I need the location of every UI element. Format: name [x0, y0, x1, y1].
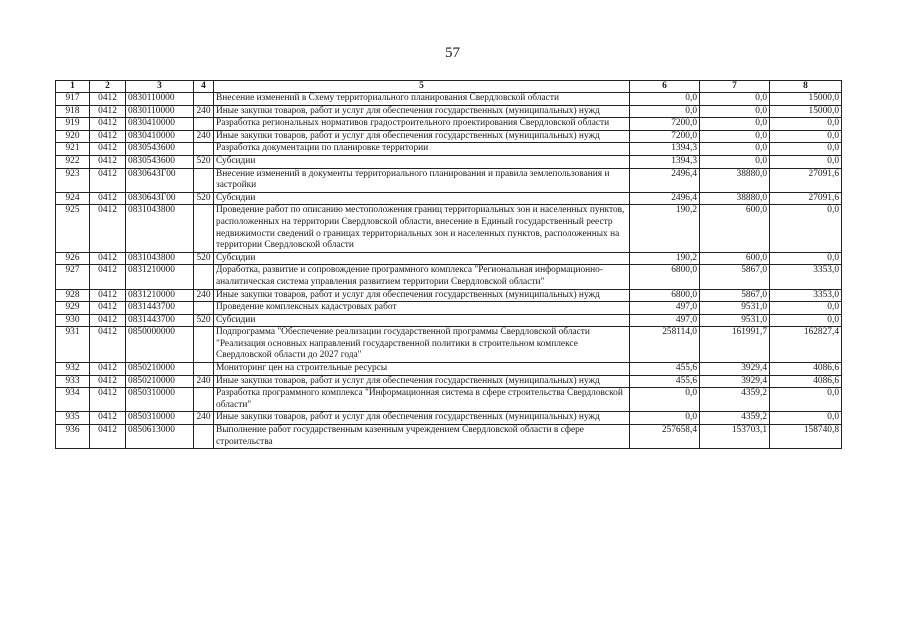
expense-type-code: [194, 363, 214, 376]
expense-type-code: [194, 388, 214, 412]
section-code: 0412: [90, 130, 126, 143]
row-number: 918: [56, 105, 90, 118]
section-code: 0412: [90, 327, 126, 363]
amount-col-6: 190,2: [630, 205, 700, 252]
amount-col-6: 1394,3: [630, 143, 700, 156]
amount-col-8: 4086,6: [770, 363, 842, 376]
expense-type-code: [194, 265, 214, 289]
item-name: Иные закупки товаров, работ и услуг для обеспечения государственных (муниципальных) нужд: [214, 375, 630, 388]
row-number: 929: [56, 302, 90, 315]
target-article-code: 0850613000: [126, 425, 194, 449]
amount-col-7: 0,0: [700, 105, 770, 118]
amount-col-6: 1394,3: [630, 155, 700, 168]
row-number: 925: [56, 205, 90, 252]
row-number: 935: [56, 412, 90, 425]
item-name: Разработка региональных нормативов градостроительного проектирования Свердловской области: [214, 118, 630, 131]
item-name: Разработка программного комплекса "Информационная система в сфере строительства Свердловской области": [214, 388, 630, 412]
header-cell: 1: [56, 81, 90, 93]
item-name: Проведение работ по описанию местоположения границ территориальных зон и населенных пунктов, расположенных на территории Свердловской области, внесение в Единый государственный реестр недвижимости сведений о границах территориальных зон и населенных пунктов, расположенных на территории Свердловской области: [214, 205, 630, 252]
amount-col-8: 0,0: [770, 205, 842, 252]
item-name: Субсидии: [214, 155, 630, 168]
target-article-code: 0831210000: [126, 289, 194, 302]
amount-col-6: 2496,4: [630, 168, 700, 192]
item-name: Иные закупки товаров, работ и услуг для обеспечения государственных (муниципальных) нужд: [214, 412, 630, 425]
target-article-code: 0830110000: [126, 93, 194, 106]
section-code: 0412: [90, 265, 126, 289]
target-article-code: 0830543600: [126, 155, 194, 168]
amount-col-6: 0,0: [630, 105, 700, 118]
amount-col-6: 0,0: [630, 412, 700, 425]
row-number: 922: [56, 155, 90, 168]
table-row: [56, 327, 842, 363]
amount-col-8: 3353,0: [770, 265, 842, 289]
section-code: 0412: [90, 388, 126, 412]
header-cell: 5: [214, 81, 630, 93]
amount-col-7: 9531,0: [700, 302, 770, 315]
expense-type-code: 240: [194, 289, 214, 302]
target-article-code: 0830543600: [126, 143, 194, 156]
target-article-code: 0850310000: [126, 412, 194, 425]
amount-col-7: 600,0: [700, 252, 770, 265]
target-article-code: 0830410000: [126, 118, 194, 131]
expense-type-code: 240: [194, 130, 214, 143]
expense-type-code: 520: [194, 252, 214, 265]
amount-col-7: 161991,7: [700, 327, 770, 363]
item-name: Доработка, развитие и сопровождение программного комплекса "Региональная информационно-аналитическая система управления развитием территории Свердловской области": [214, 265, 630, 289]
section-code: 0412: [90, 143, 126, 156]
amount-col-6: 455,6: [630, 363, 700, 376]
amount-col-6: 455,6: [630, 375, 700, 388]
table-row: [56, 93, 842, 106]
item-name: Иные закупки товаров, работ и услуг для обеспечения государственных (муниципальных) нужд: [214, 130, 630, 143]
target-article-code: 0831043800: [126, 205, 194, 252]
amount-col-7: 0,0: [700, 155, 770, 168]
section-code: 0412: [90, 155, 126, 168]
expense-type-code: [194, 93, 214, 106]
table-row: [56, 425, 842, 449]
amount-col-8: 4086,6: [770, 375, 842, 388]
table-body: [56, 93, 842, 449]
item-name: Иные закупки товаров, работ и услуг для обеспечения государственных (муниципальных) нужд: [214, 289, 630, 302]
amount-col-7: 0,0: [700, 130, 770, 143]
row-number: 917: [56, 93, 90, 106]
table-row: [56, 265, 842, 289]
expense-type-code: 520: [194, 192, 214, 205]
row-number: 921: [56, 143, 90, 156]
target-article-code: 0850210000: [126, 363, 194, 376]
amount-col-7: 3929,4: [700, 363, 770, 376]
table-row: [56, 375, 842, 388]
row-number: 927: [56, 265, 90, 289]
item-name: Внесение изменений в документы территориального планирования и правила землепользования и застройки: [214, 168, 630, 192]
amount-col-8: 0,0: [770, 388, 842, 412]
amount-col-7: 0,0: [700, 118, 770, 131]
amount-col-8: 15000,0: [770, 105, 842, 118]
table-row: [56, 105, 842, 118]
table-row: [56, 289, 842, 302]
amount-col-6: 6800,0: [630, 265, 700, 289]
expense-type-code: [194, 327, 214, 363]
amount-col-7: 600,0: [700, 205, 770, 252]
row-number: 920: [56, 130, 90, 143]
expense-type-code: [194, 118, 214, 131]
table-row: [56, 302, 842, 315]
section-code: 0412: [90, 192, 126, 205]
section-code: 0412: [90, 363, 126, 376]
row-number: 932: [56, 363, 90, 376]
table-row: [56, 130, 842, 143]
expense-type-code: [194, 425, 214, 449]
target-article-code: 0831210000: [126, 265, 194, 289]
item-name: Субсидии: [214, 314, 630, 327]
row-number: 926: [56, 252, 90, 265]
row-number: 928: [56, 289, 90, 302]
amount-col-8: 15000,0: [770, 93, 842, 106]
amount-col-7: 9531,0: [700, 314, 770, 327]
budget-table: [55, 80, 842, 449]
target-article-code: 0831443700: [126, 314, 194, 327]
item-name: Разработка документации по планировке территории: [214, 143, 630, 156]
amount-col-7: 4359,2: [700, 412, 770, 425]
amount-col-7: 3929,4: [700, 375, 770, 388]
table-row: [56, 168, 842, 192]
row-number: 933: [56, 375, 90, 388]
amount-col-6: 2496,4: [630, 192, 700, 205]
amount-col-8: 0,0: [770, 118, 842, 131]
amount-col-7: 0,0: [700, 93, 770, 106]
section-code: 0412: [90, 168, 126, 192]
amount-col-7: 38880,0: [700, 192, 770, 205]
amount-col-6: 497,0: [630, 302, 700, 315]
amount-col-8: 0,0: [770, 314, 842, 327]
row-number: 919: [56, 118, 90, 131]
amount-col-8: 0,0: [770, 252, 842, 265]
expense-type-code: 520: [194, 155, 214, 168]
amount-col-6: 497,0: [630, 314, 700, 327]
target-article-code: 0850210000: [126, 375, 194, 388]
table-row: [56, 143, 842, 156]
table-row: [56, 363, 842, 376]
amount-col-6: 0,0: [630, 93, 700, 106]
target-article-code: 0850000000: [126, 327, 194, 363]
amount-col-7: 153703,1: [700, 425, 770, 449]
amount-col-8: 27091,6: [770, 192, 842, 205]
section-code: 0412: [90, 205, 126, 252]
amount-col-7: 5867,0: [700, 289, 770, 302]
row-number: 924: [56, 192, 90, 205]
target-article-code: 0830110000: [126, 105, 194, 118]
table-row: [56, 192, 842, 205]
section-code: 0412: [90, 314, 126, 327]
item-name: Внесение изменений в Схему территориального планирования Свердловской области: [214, 93, 630, 106]
item-name: Проведение комплексных кадастровых работ: [214, 302, 630, 315]
table-row: [56, 118, 842, 131]
table-row: [56, 314, 842, 327]
expense-type-code: 240: [194, 412, 214, 425]
target-article-code: 083064ЗГ00: [126, 192, 194, 205]
amount-col-6: 258114,0: [630, 327, 700, 363]
expense-type-code: [194, 205, 214, 252]
table-row: [56, 155, 842, 168]
amount-col-8: 27091,6: [770, 168, 842, 192]
header-cell: 7: [700, 81, 770, 93]
amount-col-7: 0,0: [700, 143, 770, 156]
item-name: Субсидии: [214, 252, 630, 265]
section-code: 0412: [90, 412, 126, 425]
target-article-code: 0831443700: [126, 302, 194, 315]
header-cell: 4: [194, 81, 214, 93]
target-article-code: 083064ЗГ00: [126, 168, 194, 192]
amount-col-7: 38880,0: [700, 168, 770, 192]
expense-type-code: 240: [194, 375, 214, 388]
amount-col-8: 0,0: [770, 302, 842, 315]
section-code: 0412: [90, 375, 126, 388]
row-number: 934: [56, 388, 90, 412]
table-row: [56, 205, 842, 252]
target-article-code: 0850310000: [126, 388, 194, 412]
header-cell: 3: [126, 81, 194, 93]
amount-col-6: 7200,0: [630, 130, 700, 143]
amount-col-6: 190,2: [630, 252, 700, 265]
row-number: 930: [56, 314, 90, 327]
item-name: Мониторинг цен на строительные ресурсы: [214, 363, 630, 376]
amount-col-7: 4359,2: [700, 388, 770, 412]
amount-col-8: 0,0: [770, 155, 842, 168]
item-name: Выполнение работ государственным казенным учреждением Свердловской области в сфере строительства: [214, 425, 630, 449]
section-code: 0412: [90, 252, 126, 265]
section-code: 0412: [90, 425, 126, 449]
amount-col-8: 0,0: [770, 412, 842, 425]
table-row: [56, 252, 842, 265]
section-code: 0412: [90, 105, 126, 118]
header-cell: 6: [630, 81, 700, 93]
table-header-row: [56, 81, 842, 93]
expense-type-code: 240: [194, 105, 214, 118]
amount-col-8: 158740,8: [770, 425, 842, 449]
expense-type-code: [194, 302, 214, 315]
amount-col-8: 0,0: [770, 130, 842, 143]
header-cell: 2: [90, 81, 126, 93]
table-row: [56, 412, 842, 425]
page-number: 57: [445, 45, 460, 61]
table-row: [56, 388, 842, 412]
item-name: Субсидии: [214, 192, 630, 205]
section-code: 0412: [90, 302, 126, 315]
header-cell: 8: [770, 81, 842, 93]
target-article-code: 0831043800: [126, 252, 194, 265]
amount-col-8: 0,0: [770, 143, 842, 156]
amount-col-6: 0,0: [630, 388, 700, 412]
section-code: 0412: [90, 118, 126, 131]
section-code: 0412: [90, 93, 126, 106]
row-number: 923: [56, 168, 90, 192]
row-number: 931: [56, 327, 90, 363]
amount-col-8: 162827,4: [770, 327, 842, 363]
amount-col-6: 6800,0: [630, 289, 700, 302]
expense-type-code: [194, 143, 214, 156]
amount-col-6: 7200,0: [630, 118, 700, 131]
amount-col-8: 3353,0: [770, 289, 842, 302]
item-name: Иные закупки товаров, работ и услуг для обеспечения государственных (муниципальных) нужд: [214, 105, 630, 118]
amount-col-6: 257658,4: [630, 425, 700, 449]
expense-type-code: [194, 168, 214, 192]
amount-col-7: 5867,0: [700, 265, 770, 289]
target-article-code: 0830410000: [126, 130, 194, 143]
row-number: 936: [56, 425, 90, 449]
item-name: Подпрограмма "Обеспечение реализации государственной программы Свердловской области "Реализация основных направлений государственной политики в строительном комплексе Свердловской области до 2027 года": [214, 327, 630, 363]
section-code: 0412: [90, 289, 126, 302]
expense-type-code: 520: [194, 314, 214, 327]
